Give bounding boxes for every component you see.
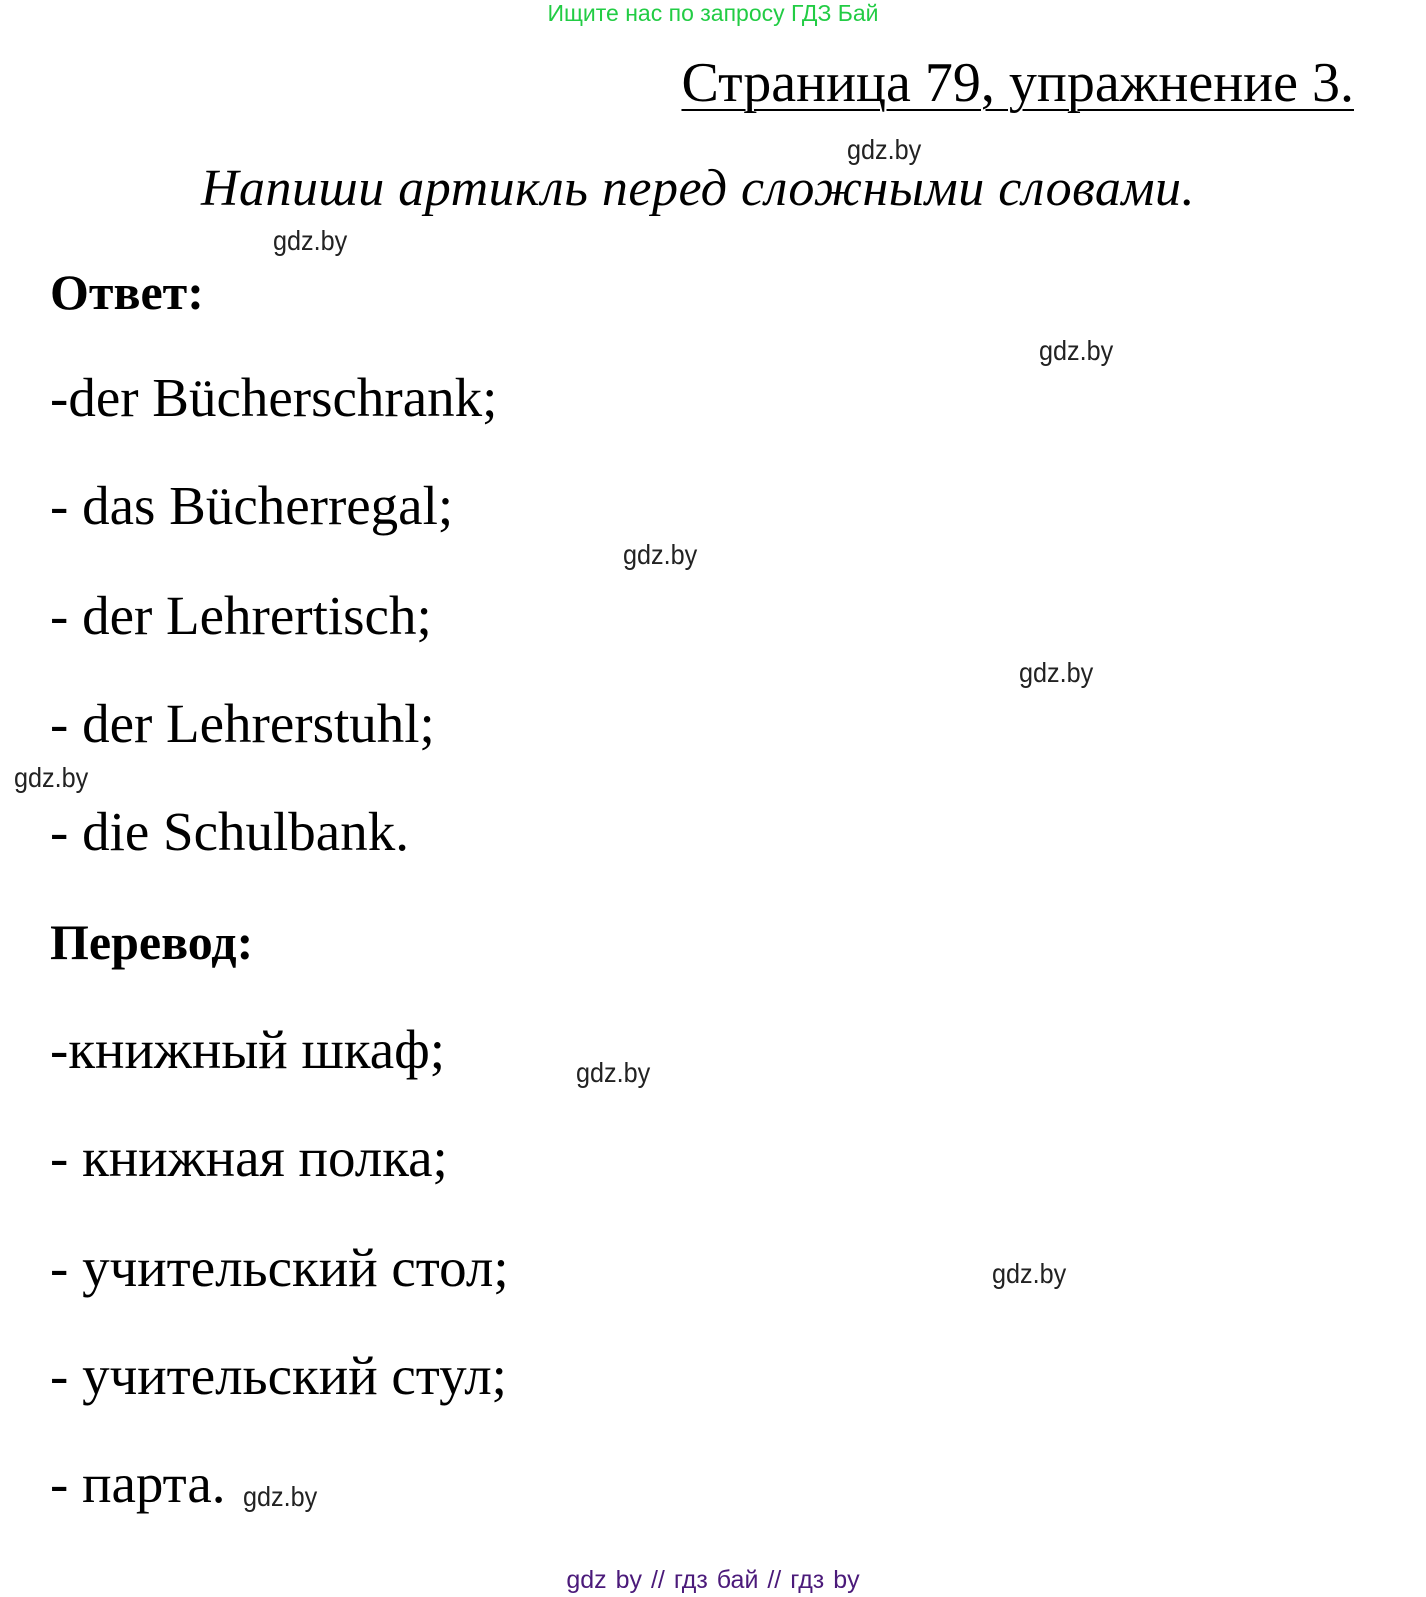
answer-item: -der Bücherschrank; xyxy=(50,367,498,428)
translation-item: - учительский стул; xyxy=(50,1345,507,1406)
translation-item: - парта. xyxy=(50,1453,226,1514)
task-instruction: Напиши артикль перед сложными словами. xyxy=(201,160,1195,217)
translation-item: - учительский стол; xyxy=(50,1237,509,1298)
watermark: gdz.by xyxy=(992,1258,1067,1289)
translation-item: -книжный шкаф; xyxy=(50,1019,446,1080)
answer-item: - der Lehrertisch; xyxy=(50,585,432,646)
watermark: gdz.by xyxy=(623,539,698,570)
answer-item: - der Lehrerstuhl; xyxy=(50,693,435,754)
watermark: gdz.by xyxy=(1039,335,1114,366)
watermark: gdz.by xyxy=(273,225,348,256)
watermark: gdz.by xyxy=(14,762,89,793)
watermark: gdz.by xyxy=(243,1481,318,1512)
translation-item: - книжная полка; xyxy=(50,1127,448,1188)
watermark: gdz.by xyxy=(576,1057,651,1088)
watermark: gdz.by xyxy=(1019,657,1094,688)
translation-heading: Перевод: xyxy=(50,914,254,970)
answer-item: - die Schulbank. xyxy=(50,801,409,862)
footer-links: gdz by // гдз бай // гдз by xyxy=(566,1566,860,1594)
page-title: Страница 79, упражнение 3. xyxy=(681,52,1354,114)
watermark: gdz.by xyxy=(847,134,922,165)
answer-heading: Ответ: xyxy=(50,264,204,320)
answer-item: - das Bücherregal; xyxy=(50,475,454,536)
top-banner: Ищите нас по запросу ГДЗ Бай xyxy=(547,0,879,26)
